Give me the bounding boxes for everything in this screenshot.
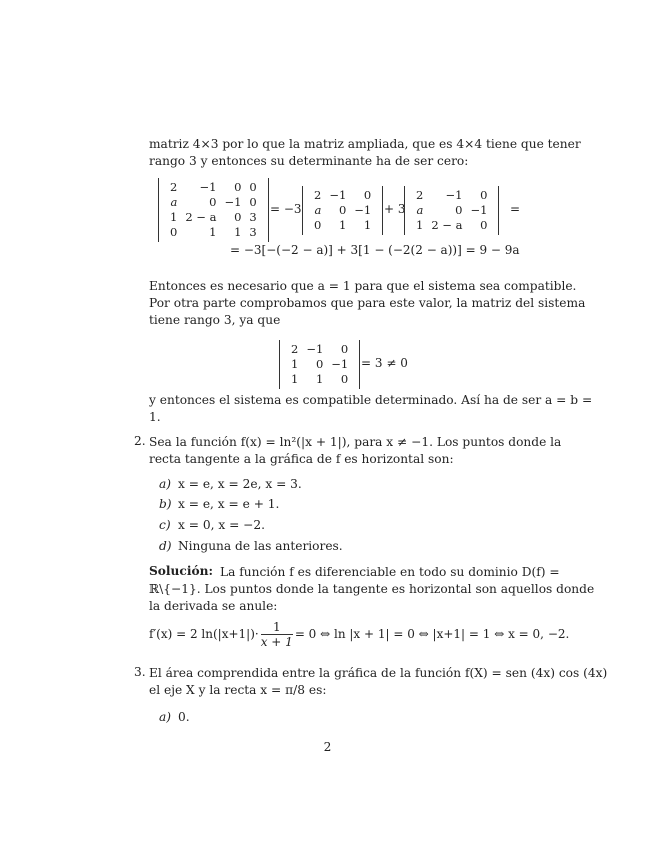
eq-plus3: + 3	[384, 202, 406, 216]
after-det-line-3: tiene rango 3, ya que	[149, 313, 281, 327]
conclusion-line-2: 1.	[149, 410, 161, 424]
q3-option-a-label: a)	[159, 710, 172, 724]
q2-option-a-text: x = e, x = 2e, x = 3.	[178, 477, 302, 491]
derivative-left: f′(x) = 2 ln(|x+1|)·	[149, 627, 259, 641]
q2-option-d-label: d)	[159, 539, 172, 553]
intro-line-1: matriz 4×3 por lo que la matriz ampliada, que es 4×4 tiene que tener	[149, 137, 581, 151]
q2-option-c-text: x = 0, x = −2.	[178, 518, 266, 532]
det3a-table: 2 −1 0 a 0 −1 0 1 1	[314, 188, 372, 232]
question-3-line-1: El área comprendida entre la gráfica de la función f(X) = sen (4x) cos (4x)	[149, 666, 608, 680]
det4-table: 2 −1 0 0 a 0 −1 0 1 2 − a 0 3 0 1 1 3	[170, 180, 257, 239]
question-2-line-1: Sea la función f(x) = ln²(|x + 1|), para x ≠ −1. Los puntos donde la	[149, 435, 562, 449]
conclusion-line-1: y entonces el sistema es compatible determinado. Así ha de ser a = b =	[149, 393, 593, 407]
q3-option-a-text: 0.	[178, 710, 190, 724]
derivative-right: = 0 ⇔ ln |x + 1| = 0 ⇔ |x+1| = 1 ⇔ x = 0, −2.	[294, 627, 570, 641]
question-2-line-2: recta tangente a la gráfica de f es horizontal son:	[149, 452, 454, 466]
derivative-equation	[149, 620, 569, 649]
question-3-line-2: el eje X y la recta x = π/8 es:	[149, 683, 327, 697]
determinant-4x4	[158, 178, 269, 242]
q2-option-b-text: x = e, x = e + 1.	[178, 497, 280, 511]
q2-option-c-label: c)	[159, 518, 171, 532]
fraction-denominator: x + 1	[260, 635, 293, 649]
fraction-numerator: 1	[261, 620, 293, 635]
question-3-number: 3.	[134, 665, 146, 679]
page-number: 2	[323, 740, 332, 754]
eq-tail: =	[510, 202, 521, 216]
after-det-line-1: Entonces es necesario que a = 1 para que el sistema sea compatible.	[149, 279, 577, 293]
q2-option-b-label: b)	[159, 497, 172, 511]
eq-minus3: = −3	[270, 202, 302, 216]
solution-line-1: La función f es diferenciable en todo su dominio D(f) =	[220, 565, 560, 579]
det3c-table: 2 −1 0 1 0 −1 1 1 0	[291, 342, 349, 386]
result-line: = −3[−(−2 − a)] + 3[1 − (−2(2 − a))] = 9 − 9a	[230, 243, 520, 257]
question-2-number: 2.	[134, 434, 146, 448]
solution-label: Solución:	[149, 564, 213, 578]
derivative-fraction	[261, 620, 293, 649]
q2-option-d-text: Ninguna de las anteriores.	[178, 539, 343, 553]
determinant-3x3-b	[404, 186, 499, 235]
intro-line-2: rango 3 y entonces su determinante ha de ser cero:	[149, 154, 469, 168]
q2-option-a-label: a)	[159, 477, 172, 491]
det3c-result: = 3 ≠ 0	[361, 356, 408, 370]
determinant-3x3-a	[302, 186, 383, 235]
after-det-line-2: Por otra parte comprobamos que para este valor, la matriz del sistema	[149, 296, 586, 310]
determinant-3x3-c	[279, 340, 360, 389]
solution-line-2: ℝ\{−1}. Los puntos donde la tangente es horizontal son aquellos donde	[149, 582, 595, 596]
det3b-table: 2 −1 0 a 0 −1 1 2 − a 0	[416, 188, 488, 232]
solution-line-3: la derivada se anule:	[149, 599, 278, 613]
